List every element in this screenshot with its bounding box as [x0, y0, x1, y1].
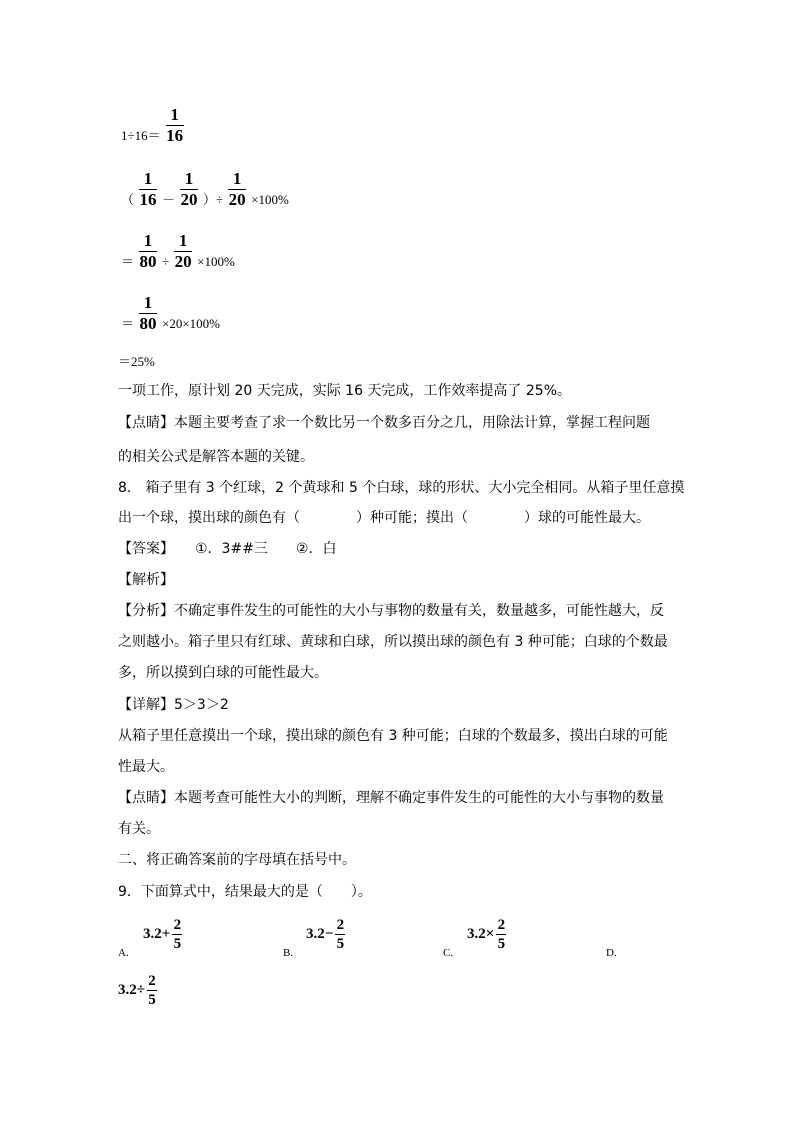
conclusion-text: 一项工作，原计划 20 天完成，实际 16 天完成，工作效率提高了 25%。 — [118, 383, 571, 399]
numerator: 1 — [178, 231, 188, 250]
detail-text: 性最大。 — [118, 759, 174, 775]
operator: − — [324, 926, 334, 942]
denominator: 16 — [139, 190, 157, 209]
question-8: 出一个球，摸出球的颜色有（ ）种可能；摸出（ ）球的可能性最大。 — [118, 510, 650, 526]
fraction — [172, 917, 182, 952]
math-line-5 — [118, 351, 155, 370]
numerator: 1 — [143, 169, 153, 188]
operator: × — [485, 926, 495, 942]
denominator: 20 — [228, 190, 246, 209]
operator: ＝ — [121, 316, 135, 331]
numerator: 1 — [170, 105, 179, 124]
fraction — [139, 232, 157, 271]
option-a-expression[interactable] — [143, 917, 184, 952]
analysis-text: 【分析】不确定事件发生的可能性的大小与事物的数量有关，数量越多，可能性越大，反 — [118, 603, 664, 619]
numerator: 1 — [232, 169, 242, 188]
math-line-1 — [118, 106, 186, 145]
fraction — [180, 170, 198, 209]
number: 3.2 — [467, 926, 486, 942]
detail-text: 从箱子里任意摸出一个球，摸出球的颜色有 3 种可能；白球的个数最多，摸出白球的可能 — [118, 728, 668, 744]
fraction — [228, 170, 246, 209]
fraction — [139, 170, 157, 209]
option-c-label[interactable]: C. — [443, 947, 454, 959]
denominator: 16 — [166, 126, 184, 145]
detail-text: 【详解】5＞3＞2 — [118, 697, 229, 713]
analysis-text: 之则越小。箱子里只有红球、黄球和白球，所以摸出球的颜色有 3 种可能；白球的个数最 — [118, 634, 668, 650]
expression-text: ＝25% — [118, 354, 155, 369]
denominator: 20 — [174, 252, 192, 271]
analysis-heading: 【解析】 — [118, 572, 174, 588]
answer-text: 【答案】 ①．3##三 ②．白 — [118, 541, 337, 557]
operator: ＝ — [121, 254, 135, 269]
expression-text: ×20×100% — [162, 316, 221, 331]
fraction — [335, 917, 345, 952]
operator: ÷ — [136, 982, 145, 998]
question-9: 9．下面算式中，结果最大的是（ ）。 — [118, 884, 372, 900]
operator: ÷ — [162, 254, 170, 269]
expression-text: 1÷16＝ — [121, 128, 161, 143]
expression-text: ×100% — [251, 192, 289, 207]
operator: － — [162, 192, 176, 207]
operator: + — [161, 926, 171, 942]
numerator: 1 — [143, 231, 153, 250]
section-heading: 二、将正确答案前的字母填在括号中。 — [118, 852, 356, 868]
paren: （ — [121, 192, 135, 207]
analysis-text: 多，所以摸到白球的可能性最大。 — [118, 665, 328, 681]
number: 3.2 — [306, 926, 325, 942]
question-8: 8. 箱子里有 3 个红球，2 个黄球和 5 个白球，球的形状、大小完全相同。从箱子里任意摸 — [118, 480, 685, 496]
expression-text: ×100% — [197, 254, 235, 269]
denominator: 5 — [497, 936, 506, 952]
numerator: 1 — [184, 169, 194, 188]
option-d-expression[interactable] — [118, 973, 159, 1008]
denominator: 80 — [139, 252, 157, 271]
numerator: 1 — [143, 293, 153, 312]
math-line-3 — [118, 232, 238, 271]
number: 3.2 — [118, 982, 137, 998]
numerator: 2 — [173, 917, 182, 933]
option-a-label[interactable]: A. — [118, 947, 129, 959]
comment-text: 有关。 — [118, 821, 160, 837]
fraction — [139, 294, 157, 333]
denominator: 5 — [336, 936, 345, 952]
option-d-label[interactable]: D. — [606, 947, 617, 959]
option-b-label[interactable]: B. — [283, 947, 294, 959]
denominator: 80 — [139, 314, 157, 333]
fraction — [174, 232, 192, 271]
comment-text: 【点睛】本题考查可能性大小的判断，理解不确定事件发生的可能性的大小与事物的数量 — [118, 790, 664, 806]
denominator: 20 — [180, 190, 198, 209]
denominator: 5 — [148, 992, 156, 1008]
math-line-2 — [118, 170, 292, 209]
fraction — [166, 106, 184, 145]
math-line-4 — [118, 294, 223, 333]
numerator: 2 — [336, 917, 345, 933]
denominator: 5 — [173, 936, 182, 952]
option-b-expression[interactable] — [306, 917, 347, 952]
numerator: 2 — [148, 973, 156, 989]
option-c-expression[interactable] — [467, 917, 508, 952]
fraction — [147, 973, 157, 1008]
number: 3.2 — [143, 926, 162, 942]
operator: ）÷ — [203, 192, 224, 207]
numerator: 2 — [497, 917, 506, 933]
comment-text: 的相关公式是解答本题的关键。 — [118, 449, 314, 465]
comment-text: 【点睛】本题主要考查了求一个数比另一个数多百分之几，用除法计算，掌握工程问题 — [118, 415, 650, 431]
fraction — [496, 917, 506, 952]
